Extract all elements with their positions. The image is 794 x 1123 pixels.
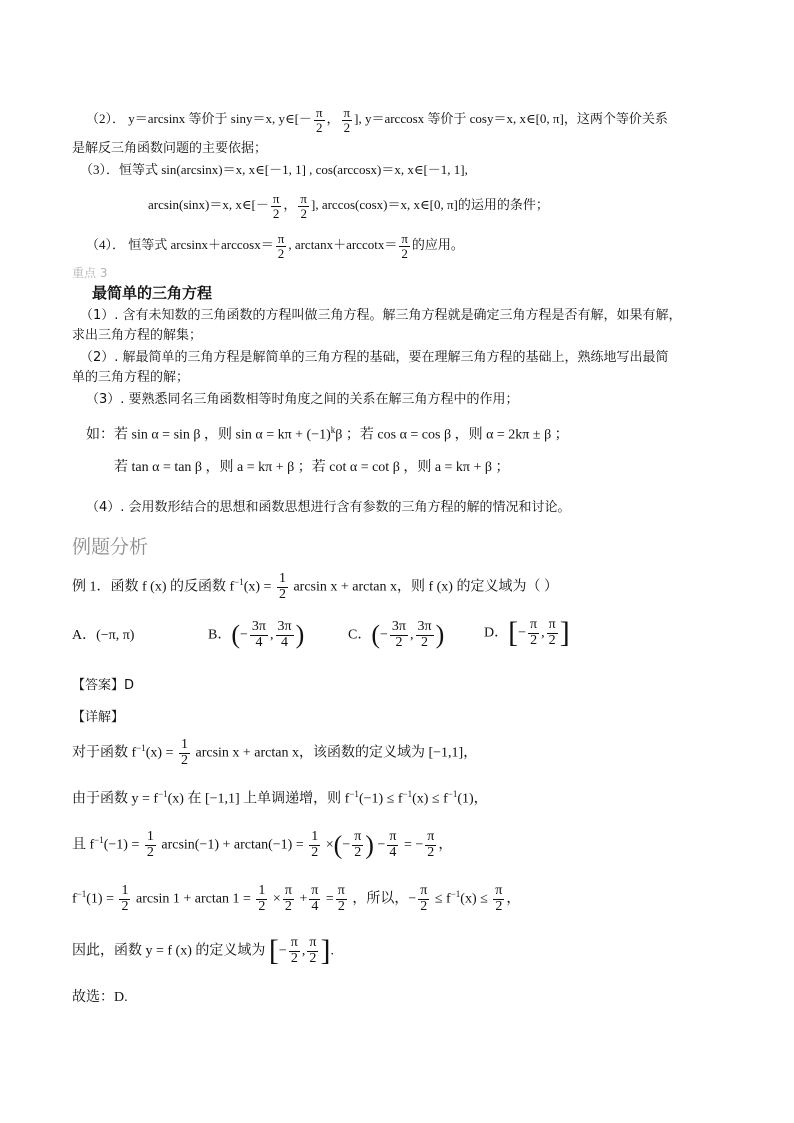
paragraph-line: （4）. 会用数形结合的思想和函数思想进行含有参数的三角方程的解的情况和讨论。 [86, 500, 571, 515]
identity-line: （3）．恒等式 sin(arcsinx)＝x, x∈[－1, 1] , cos(arccosx)＝x, x∈[－1, 1], [80, 162, 468, 177]
fraction: $\frac{\pi}{2}$ [272, 191, 280, 221]
paragraph-line: （3）. 要熟悉同名三角函数相等时角度之间的关系在解三角方程中的作用； [86, 392, 519, 407]
option-b: B．(− $\frac{3\pi}{4}$ , $\frac{3\pi}{4}$ ) [208, 619, 305, 650]
identity-line: （4）． 恒等式 arcsinx＋arccosx＝ $\frac{\pi}{2}$ , arctanx＋arccotx＝ $\frac{\pi}{2}$ 的应用。 [86, 231, 464, 261]
section-tag: 重点 3 [72, 266, 108, 280]
paragraph-line: （1）. 含有未知数的三角函数的方程叫做三角方程。解三角方程就是确定三角方程是否有解，如果有解， [80, 308, 682, 323]
detail-label: 【详解】 [72, 710, 125, 725]
choice-line: 故选：D. [72, 990, 128, 1005]
paragraph-line: 求出三角方程的解集； [72, 328, 203, 343]
example-formula-line: 若 tan α = tan β ，则 a = kπ + β ；若 cot α = cot β ，则 a = kπ + β ； [114, 460, 510, 475]
paragraph-line: （2）. 解最简单的三角方程是解简单的三角方程的基础，要在理解三角方程的基础上，熟练地写出最简 [80, 350, 669, 365]
section-title: 例题分析 [72, 536, 149, 558]
paragraph-line: 单的三角方程的解； [72, 370, 190, 385]
fraction: $\frac{\pi}{2}$ [300, 191, 307, 221]
fraction: $\frac{\pi}{2}$ [315, 105, 323, 135]
option-a: A．(−π, π) [72, 628, 135, 643]
solution-line: 且 $f^{-1}(-1)$ = $\frac{1}{2}$ arcsin(−1) + arctan(−1) = $\frac{1}{2}$ ×(− $\frac{\pi}{2}$ ) − $\frac{\pi}{4}$ = − $\frac{\pi}{2}$ ， [72, 829, 453, 860]
option-d: D．[− $\frac{\pi}{2}$ , $\frac{\pi}{2}$ ] [484, 616, 570, 650]
solution-line: 对于函数 $f^{-1}(x)$ = $\frac{1}{2}$ arcsin x + arctan x，该函数的定义域为 [−1,1]， [72, 737, 478, 768]
identity-line: arcsin(sinx)＝x, x∈[－ $\frac{\pi}{2}$ ， $\frac{\pi}{2}$ ], arccos(cosx)＝x, x∈[0, π]的运用的条件； [148, 191, 549, 221]
equivalence-line: （2）． y＝arcsinx 等价于 siny＝x, y∈[－ $\frac{\pi}{2}$ ， $\frac{\pi}{2}$ ], y＝arccosx 等价于 cosy＝x, x∈[0, π]，这两个等价关系 [86, 105, 668, 135]
text: x∈[0, π]，这两个等价关系 [519, 111, 668, 127]
section-heading: 最简单的三角方程 [92, 284, 213, 302]
paragraph-line: 是解反三角函数问题的主要依据； [72, 140, 268, 155]
text: y＝arcsinx 等价于 siny＝x, [128, 111, 276, 127]
text: y＝arccosx 等价于 cosy＝x, [364, 111, 517, 127]
fraction: $\frac{1}{2}$ [278, 571, 286, 602]
text: y∈[－ [278, 111, 312, 127]
fraction: $\frac{\pi}{2}$ [277, 231, 285, 261]
solution-line: 因此，函数 y = f (x) 的定义域为 [− $\frac{\pi}{2}$ , $\frac{\pi}{2}$ ]. [72, 934, 334, 968]
question-line: 例 1．函数 f (x) 的反函数 $f^{-1}(x)$ = $\frac{1}{2}$ arcsin x + arctan x，则 f (x) 的定义域为（ ） [72, 571, 558, 602]
answer-label: 【答案】D [72, 678, 135, 693]
example-formula-line: 如：若 sin α = sin β ，则 $\sin \alpha = k\pi + (-1)^k\beta$ ；若 cos α = cos β ，则 α = 2kπ ± β ； [86, 425, 569, 443]
solution-line: 由于函数 $y = f^{-1}(x)$ 在 [−1,1] 上单调递增，则 $f^{-1}(-1) \le f^{-1}(x) \le f^{-1}(1)$， [72, 789, 488, 807]
fraction: $\frac{\pi}{2}$ [343, 105, 351, 135]
solution-line: $f^{-1}(1)$ = $\frac{1}{2}$ arcsin 1 + arctan 1 = $\frac{1}{2}$ × $\frac{\pi}{2}$ + $\frac{\pi}{4}$ = $\frac{\pi}{2}$ ，所以，− $\frac{\pi}{2}$ ≤ $f^{-1}(x)$ ≤ $\frac{\pi}{2}$ ， [72, 883, 521, 914]
fraction: $\frac{\pi}{2}$ [401, 231, 408, 261]
item-number: （2）． [86, 111, 126, 127]
option-c: C．(− $\frac{3\pi}{2}$ , $\frac{3\pi}{2}$ ) [348, 619, 445, 650]
